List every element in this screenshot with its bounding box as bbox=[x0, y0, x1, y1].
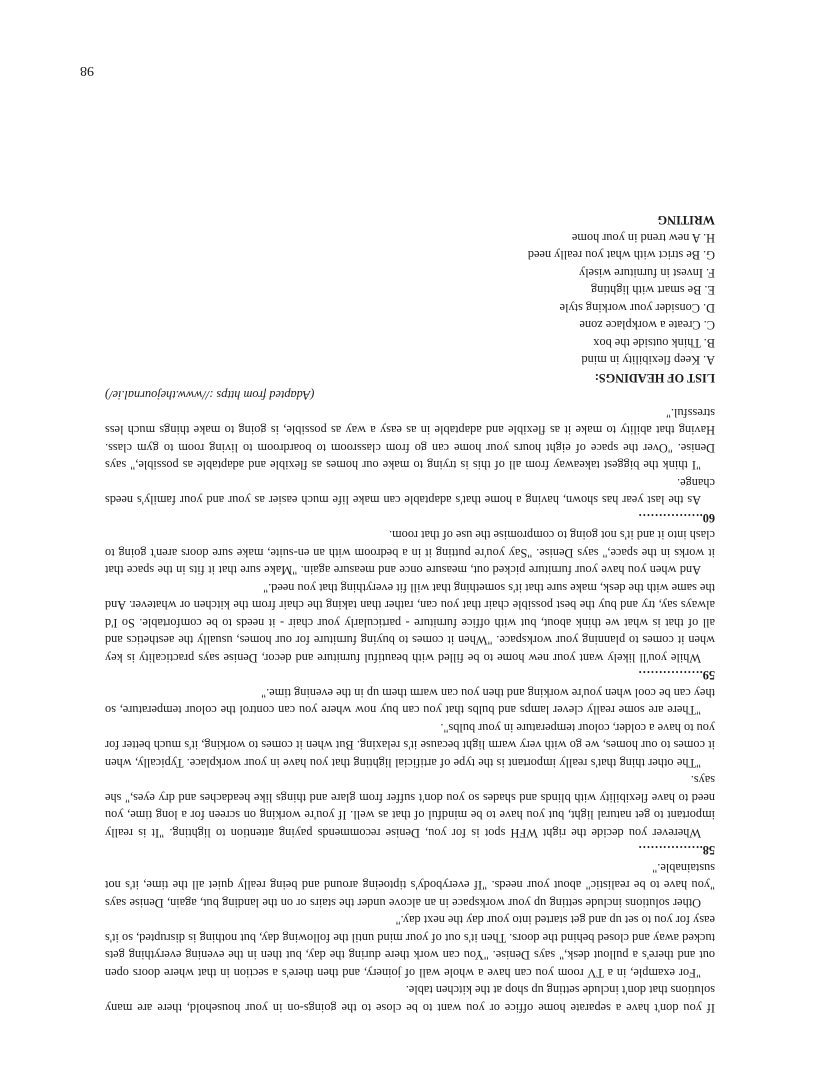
source-citation: (Adapted from https ://www.thejournal.ie/) bbox=[105, 388, 315, 403]
paragraph-5: "The other thing that's really important is the type of artificial lighting that you have in your workplace. Typically, when it comes to our homes, we go with very warm light because it's relaxing. But when it comes to working, it's much better for you to have a colder, colour temperature in your bulbs". bbox=[105, 721, 715, 770]
headings-title: LIST OF HEADINGS: bbox=[594, 371, 715, 385]
paragraph-6: "There are some really clever lamps and bulbs that you can buy now where you can control the colour temperature, so they can be cool when you're working and then you can warm them up in the evening time." bbox=[105, 686, 715, 718]
heading-item-d: D. Consider your working style bbox=[559, 301, 715, 315]
heading-item-b: B. Think outside the box bbox=[593, 336, 715, 350]
question-58-blank: 58.…………… bbox=[638, 843, 715, 858]
heading-item-a: A. Keep flexibility in mind bbox=[581, 353, 715, 368]
heading-item-c: C. Create a workplace zone bbox=[579, 318, 715, 333]
article-body bbox=[105, 211, 715, 1016]
paragraph-7: While you'll likely want your new home to be filled with beautiful furniture and decor, Denise says practicality is key when it comes to planning your workspace. "When it comes to buying furniture for our homes, usually the aesthetics and all of that is what we think about, but with office furniture - particularly your chair - it needs to be comfortable. So I'd always say, try and buy the best possible chair that you can, rather than taking the chair from the kitchen or whatever. And the same with the desk, make sure that it's something that will fit everything that you need." bbox=[105, 581, 715, 665]
heading-item-g: G. Be strict with what you really need bbox=[527, 248, 715, 263]
section-title-writing: WRITING bbox=[657, 213, 715, 228]
page-number: 98 bbox=[80, 63, 94, 78]
paragraph-8: And when you have your furniture picked out, measure once and measure again. "Make sure that it fits in the space that it works in the space," says Denise. "Say you're putting it in a bedroom with an en-suite, make sure doors aren't going to clash into it and it's not going to compromise the use of that room. bbox=[105, 528, 715, 578]
heading-item-f: F. Invest in furniture wisely bbox=[579, 266, 715, 280]
headings-list bbox=[105, 229, 715, 369]
paragraph-9: As the last year has shown, having a home that's adaptable can make life much easier as your and your family's needs change. bbox=[105, 476, 715, 508]
heading-item-h: H. A new trend in your home bbox=[571, 231, 715, 245]
question-59-blank: 59.…………… bbox=[638, 668, 715, 683]
paragraph-10: "I think the biggest takeaway from all of this is trying to make our homes as flexible and adaptable as possible," says Denise. "Over the space of eight hours your home can go from classroom to boardroom to living room to gym class. Having that ability to make it as flexible and adaptable in as easy a way as possible, is going to make things much less stressful." bbox=[105, 406, 715, 473]
paragraph-2: "For example, in a TV room you can have a whole wall of joinery, and then there's a section in that where doors open out and there's a pullout desk," says Denise. "You can work there during the day, but then in the evening everything gets tucked away and closed behind the doors. Then it's out of your mind until the following day, but nothing is disrupted, so it's easy for you to set up and get started into your day the next day." bbox=[105, 913, 715, 980]
question-60-blank: 60.…………… bbox=[638, 511, 715, 525]
paragraph-1: If you don't have a separate home office or you want to be close to the goings-on in your household, there are many solutions that don't include setting up shop at the kitchen table. bbox=[105, 983, 715, 1015]
heading-item-e: E. Be smart with lighting bbox=[591, 283, 715, 298]
paragraph-4: Wherever you decide the right WFH spot is for you, Denise recommends paying attention to lighting. "It is really important to get natural light, but you have to be mindful of that as well. If you're working on screen for a long time, you need to have flexibility with blinds and shades so you don't suffer from glare and things like headaches and dry eyes," she says. bbox=[105, 773, 715, 840]
paragraph-3: Other solutions include setting up your workspace in an alcove under the stairs or on the landing but, again, Denise says "you have to be realistic" about your needs. "If everybody's tiptoeing around and being really quiet all the time, it's not sustainable." bbox=[105, 861, 715, 910]
